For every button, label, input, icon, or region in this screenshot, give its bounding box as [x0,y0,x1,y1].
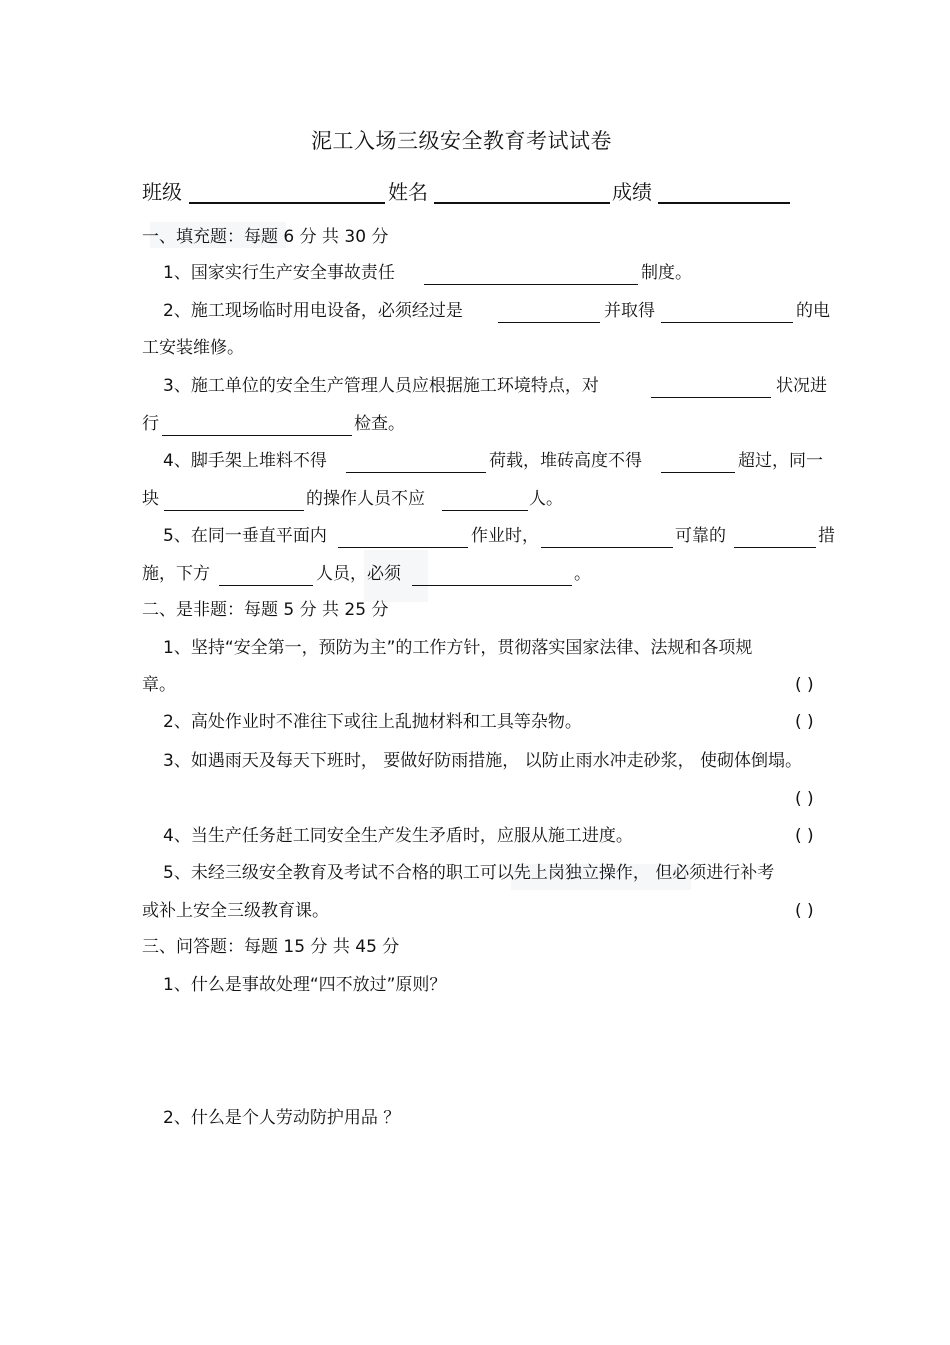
s1-q4-text: 4、脚手架上堆料不得 [163,451,327,471]
s1-q4-blank[interactable] [346,472,486,473]
s1-q2-text: 的电 [796,301,830,321]
answer-paren[interactable]: ( ) [795,712,814,732]
score-field[interactable] [658,202,790,204]
name-field[interactable] [434,202,610,204]
s1-q5-blank[interactable] [338,547,468,548]
s1-q1-text: 制度。 [641,263,692,283]
section2-heading: 二、是非题：每题 5 分 共 25 分 [142,600,389,620]
s1-q1-blank[interactable] [424,284,638,285]
s2-q5-text: 5、未经三级安全教育及考试不合格的职工可以先上岗独立操作， 但必须进行补考 [163,863,775,883]
s1-q5-text: 人员，必须 [316,564,401,584]
s1-q2-text: 工安装维修。 [142,338,244,358]
s2-q3-text: 3、如遇雨天及每天下班时， 要做好防雨措施， 以防止雨水冲走砂浆， 使砌体倒塌。 [163,751,803,771]
s1-q3-text: 状况进 [776,376,827,396]
name-label: 姓名 [388,180,428,204]
s1-q3-blank[interactable] [651,397,771,398]
answer-paren[interactable]: ( ) [795,826,814,846]
s1-q4-text: 块 [142,489,159,509]
s1-q2-blank[interactable] [498,322,600,323]
s1-q4-blank[interactable] [164,510,304,511]
s2-q5-text: 或补上安全三级教育课。 [142,901,329,921]
section1-heading: 一、填充题：每题 6 分 共 30 分 [142,227,389,247]
s2-q1-text: 1、坚持“安全第一，预防为主”的工作方针，贯彻落实国家法律、法规和各项规 [163,638,753,658]
s1-q3-text: 行 [142,414,159,434]
class-label: 班级 [142,180,182,204]
s1-q1-text: 1、国家实行生产安全事故责任 [163,263,395,283]
s1-q4-blank[interactable] [661,472,735,473]
s1-q5-text: 。 [574,564,591,584]
class-field[interactable] [189,202,385,204]
s3-q2-text: 2、什么是个人劳动防护用品 ？ [163,1108,401,1128]
s1-q3-blank[interactable] [162,435,352,436]
s1-q5-blank[interactable] [734,547,816,548]
s3-q1-text: 1、什么是事故处理“四不放过”原则？ [163,975,447,995]
s1-q5-blank[interactable] [412,585,572,586]
s1-q2-blank[interactable] [661,322,793,323]
section3-heading: 三、问答题：每题 15 分 共 45 分 [142,937,400,957]
answer-paren[interactable]: ( ) [795,901,814,921]
s1-q5-text: 施，下方 [142,564,210,584]
exam-title: 泥工入场三级安全教育考试试卷 [311,129,612,153]
answer-paren[interactable]: ( ) [795,789,814,809]
s1-q5-blank[interactable] [541,547,673,548]
s1-q4-text: 的操作人员不应 [306,489,425,509]
s1-q3-text: 检查。 [354,414,405,434]
answer-paren[interactable]: ( ) [795,675,814,695]
s1-q4-text: 荷载，堆砖高度不得 [489,451,642,471]
s1-q4-text: 人。 [529,489,563,509]
s1-q4-text: 超过，同一 [738,451,823,471]
s1-q5-blank[interactable] [219,585,313,586]
s1-q3-text: 3、施工单位的安全生产管理人员应根据施工环境特点，对 [163,376,599,396]
s1-q5-text: 作业时， [471,526,539,546]
s1-q2-text: 2、施工现场临时用电设备，必须经过是 [163,301,463,321]
s1-q2-text: 并取得 [604,301,655,321]
s2-q1-text: 章。 [142,675,176,695]
score-label: 成绩 [612,180,652,204]
s1-q4-blank[interactable] [442,510,528,511]
s1-q5-text: 可靠的 [675,526,726,546]
s1-q5-text: 措 [818,526,835,546]
s1-q5-text: 5、在同一垂直平面内 [163,526,327,546]
s2-q4-text: 4、当生产任务赶工同安全生产发生矛盾时，应服从施工进度。 [163,826,633,846]
s2-q2-text: 2、高处作业时不准往下或往上乱抛材料和工具等杂物。 [163,712,582,732]
